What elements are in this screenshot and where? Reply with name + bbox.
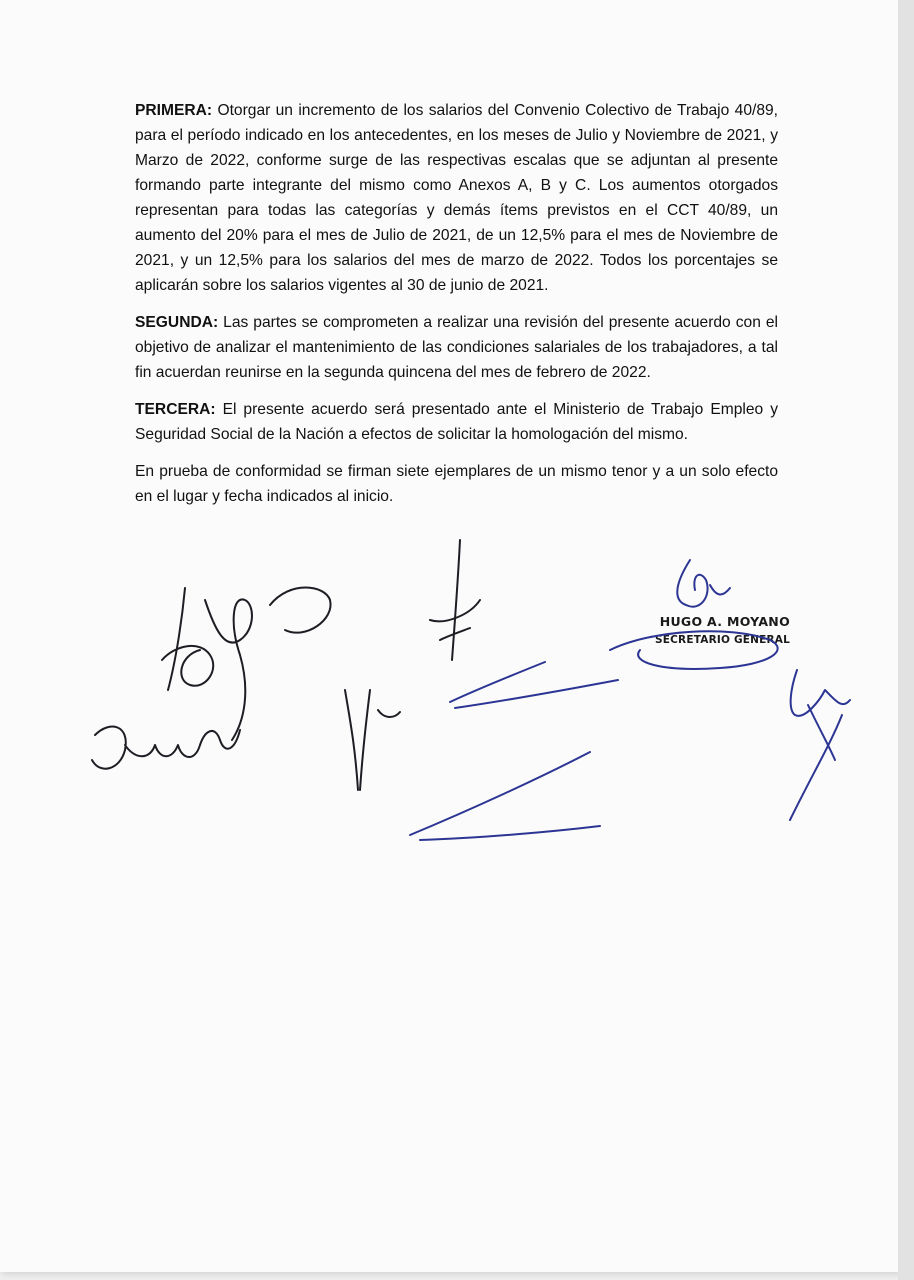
signature-blue: [410, 662, 618, 840]
clause-label: SEGUNDA:: [135, 314, 219, 331]
signatory-name: HUGO A. MOYANO: [659, 614, 790, 629]
signature-moyano: [610, 560, 850, 820]
signature-left: [92, 588, 331, 769]
clause-text: El presente acuerdo será presentado ante el Ministerio de Trabajo Empleo y Seguridad Social de la Nación a efectos de solicitar la homologación del mismo.: [135, 401, 778, 443]
signatory-role: SECRETARIO GENERAL: [655, 634, 790, 646]
closing-paragraph: En prueba de conformidad se firman siete ejemplares de un mismo tenor y a un solo efecto en el lugar y fecha indicados al inicio.: [135, 463, 778, 505]
clause-label: PRIMERA:: [135, 102, 213, 119]
clause-text: Otorgar un incremento de los salarios del Convenio Colectivo de Trabajo 40/89, para el período indicado en los antecedentes, en los meses de Julio y Noviembre de 2021, y Marzo de 2022, conforme surge de las respectivas escalas que se adjuntan al presente formando parte integrante del mismo como Anexos A, B y C. Los aumentos otorgados representan para todas las categorías y demás ítems previstos en el CCT 40/89, un aumento del 20% para el mes de Julio de 2021, de un 12,5% para el mes de Noviembre de 2021, y un 12,5% para los salarios del mes de marzo de 2022. Todos los porcentajes se aplicarán sobre los salarios vigentes al 30 de junio de 2021.: [135, 102, 778, 294]
page-edge: [898, 0, 914, 1280]
signature-center: [345, 540, 480, 790]
clause-label: TERCERA:: [135, 401, 216, 418]
clause-text: Las partes se comprometen a realizar una revisión del presente acuerdo con el objetivo de analizar el mantenimiento de las condiciones salariales de los trabajadores, a tal fin acuerdan reunirse en la segunda quincena del mes de febrero de 2022.: [135, 314, 778, 381]
